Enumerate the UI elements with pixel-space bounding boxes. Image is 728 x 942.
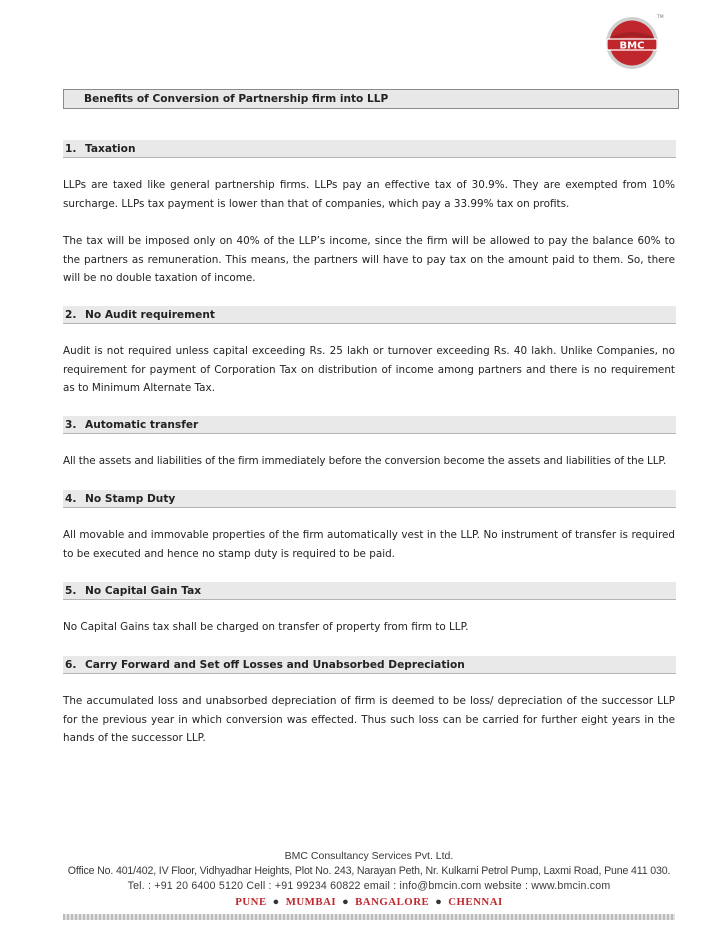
city-mumbai: MUMBAI — [285, 896, 337, 908]
paragraph: Audit is not required unless capital exceeding Rs. 25 lakh or turnover exceeding Rs. 40 lakh. Unlike Companies, no requirement for payment of Corporation Tax on distribution of income among partners and there is no requirement as to Minimum Alternate Tax. — [63, 345, 675, 395]
section-title: Automatic transfer — [85, 419, 199, 431]
bmc-logo — [601, 10, 671, 72]
bullet-icon: ● — [342, 896, 350, 908]
paragraph: The accumulated loss and unabsorbed depreciation of firm is deemed to be loss/ depreciation of the successor LLP for the previous year in which conversion was effected. Thus such loss can be carried for further eight years in the hands of the successor LLP. — [63, 695, 675, 745]
document-title: Benefits of Conversion of Partnership firm into LLP — [84, 93, 389, 105]
paragraph: No Capital Gains tax shall be charged on transfer of property from firm to LLP. — [63, 621, 469, 633]
paragraph: All movable and immovable properties of the firm automatically vest in the LLP. No instrument of transfer is required to be executed and hence no stamp duty is required to be paid. — [63, 529, 675, 560]
section-heading-capital-gain — [63, 582, 676, 600]
paragraph: The tax will be imposed only on 40% of the LLP’s income, since the firm will be allowed to pay the balance 60% to the partners as remuneration. This means, the partners will have to pay tax on the amount paid to them. So, there will be no double taxation of income. — [63, 235, 675, 285]
section-title: Carry Forward and Set off Losses and Unabsorbed Depreciation — [85, 659, 465, 671]
footer-cities — [63, 896, 675, 908]
section-number: 2. — [65, 309, 77, 321]
section-heading-taxation — [63, 140, 676, 158]
city-chennai: CHENNAI — [448, 896, 503, 908]
footer-stripe — [63, 914, 675, 920]
section-number: 1. — [65, 143, 77, 155]
section-number: 4. — [65, 493, 77, 505]
section-heading-carry-forward — [63, 656, 676, 674]
city-bangalore: BANGALORE — [355, 896, 430, 908]
document-title-box — [63, 89, 679, 109]
section-number: 6. — [65, 659, 77, 671]
paragraph: All the assets and liabilities of the firm immediately before the conversion become the assets and liabilities of the LLP. — [63, 455, 667, 467]
section-heading-audit — [63, 306, 676, 324]
section-title: No Capital Gain Tax — [85, 585, 202, 597]
footer-company: BMC Consultancy Services Pvt. Ltd. — [284, 850, 454, 862]
section-title: Taxation — [85, 143, 136, 155]
paragraph: LLPs are taxed like general partnership firms. LLPs pay an effective tax of 30.9%. They are exempted from 10% surcharge. LLPs tax payment is lower than that of companies, which pay a 33.99% tax on profits. — [63, 179, 675, 210]
bullet-icon: ● — [435, 896, 443, 908]
bmc-logo-icon — [601, 10, 671, 72]
bullet-icon: ● — [272, 896, 280, 908]
footer-address: Office No. 401/402, IV Floor, Vidhyadhar Heights, Plot No. 243, Narayan Peth, Nr. Kulkarni Petrol Pump, Laxmi Road, Pune 411 030. — [67, 865, 671, 877]
section-title: No Audit requirement — [85, 309, 215, 321]
page-footer — [63, 848, 675, 928]
logo-text: BMC — [619, 40, 645, 52]
section-heading-stamp-duty — [63, 490, 676, 508]
section-number: 5. — [65, 585, 77, 597]
city-pune: PUNE — [235, 896, 267, 908]
logo-trademark: TM — [657, 15, 664, 20]
section-title: No Stamp Duty — [85, 493, 176, 505]
section-number: 3. — [65, 419, 77, 431]
section-heading-automatic-transfer — [63, 416, 676, 434]
footer-contact: Tel. : +91 20 6400 5120 Cell : +91 99234 60822 email : info@bmcin.com website : www.bmcin.com — [127, 880, 611, 892]
